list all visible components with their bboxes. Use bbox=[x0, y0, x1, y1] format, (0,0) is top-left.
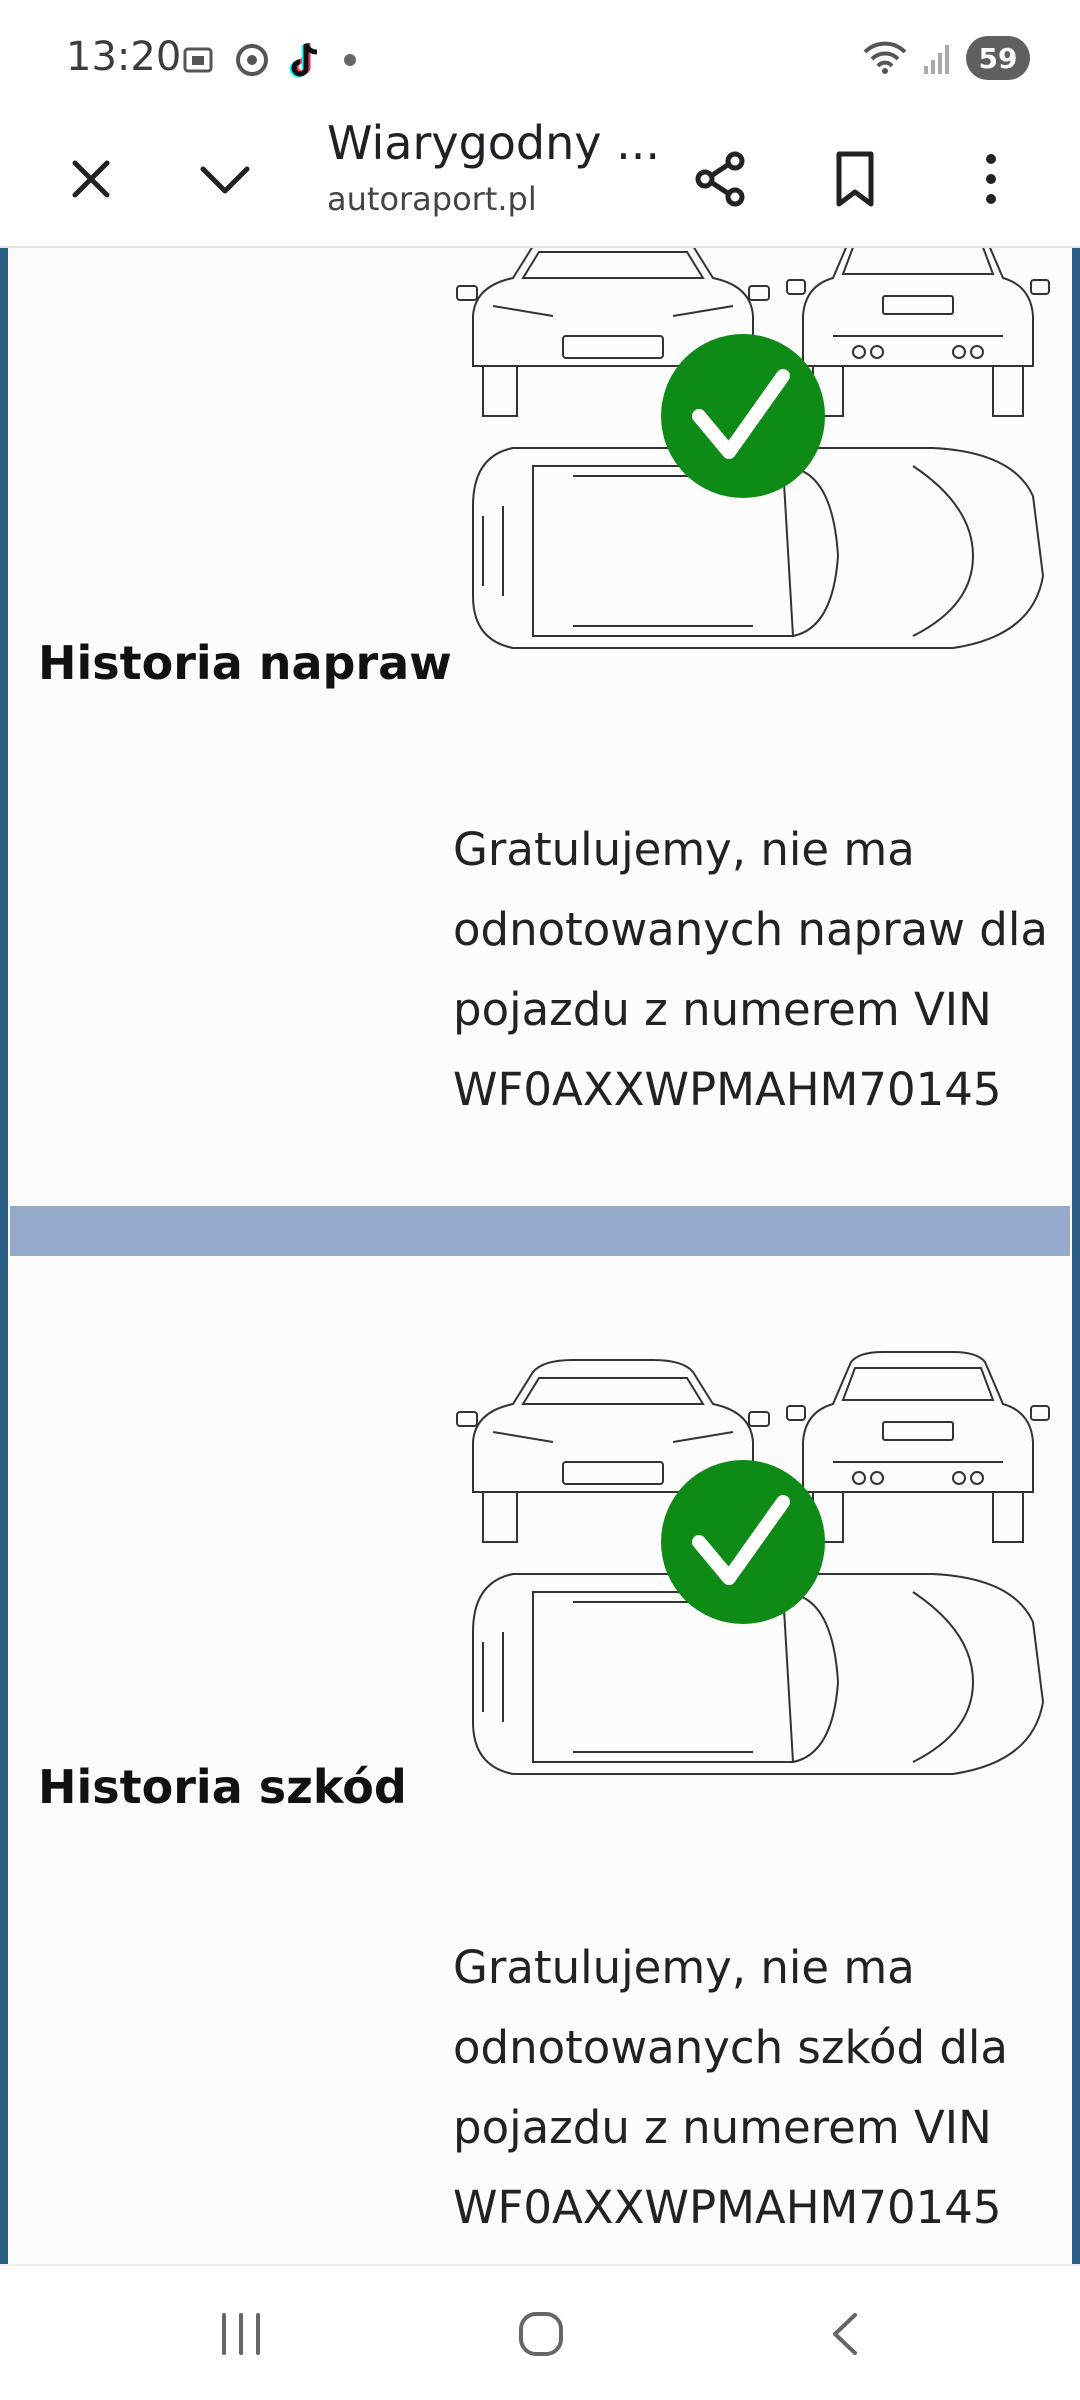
more-vert-icon bbox=[981, 149, 1001, 209]
battery-icon: 59 bbox=[966, 36, 1030, 80]
screenshot-icon bbox=[180, 42, 216, 78]
message-line: WF0AXXWPMAHM70145 bbox=[453, 1063, 1002, 1116]
section-label: Historia napraw bbox=[38, 636, 452, 690]
check-badge bbox=[661, 1460, 825, 1624]
check-badge bbox=[661, 334, 825, 498]
close-button[interactable] bbox=[46, 134, 136, 224]
back-button[interactable] bbox=[800, 2296, 890, 2372]
notification-icons bbox=[180, 40, 358, 80]
car-diagram-image bbox=[453, 1342, 1053, 1842]
message-line: odnotowanych napraw dla bbox=[453, 903, 1048, 956]
wifi-icon bbox=[862, 40, 908, 76]
dot-icon bbox=[342, 52, 358, 68]
home-icon bbox=[516, 2309, 566, 2359]
message-line: pojazdu z numerem VIN bbox=[453, 2101, 992, 2154]
share-button[interactable] bbox=[676, 134, 766, 224]
right-border bbox=[1072, 248, 1080, 2264]
custom-tab-header bbox=[0, 110, 1080, 248]
more-button[interactable] bbox=[946, 134, 1036, 224]
bookmark-icon bbox=[831, 150, 879, 208]
home-button[interactable] bbox=[496, 2296, 586, 2372]
message-line: pojazdu z numerem VIN bbox=[453, 983, 992, 1036]
recent-apps-icon bbox=[216, 2311, 266, 2357]
section-divider bbox=[10, 1206, 1070, 1256]
page-url[interactable]: autoraport.pl bbox=[327, 180, 537, 218]
left-border bbox=[0, 248, 8, 2264]
chrome-icon bbox=[234, 42, 270, 78]
signal-icon bbox=[922, 40, 952, 76]
message-line: WF0AXXWPMAHM70145 bbox=[453, 2181, 1002, 2234]
section-repair-history bbox=[8, 248, 1072, 1208]
system-icons bbox=[862, 36, 1030, 80]
minimize-button[interactable] bbox=[180, 134, 270, 224]
message-line: Gratulujemy, nie ma bbox=[453, 823, 915, 876]
bookmark-button[interactable] bbox=[810, 134, 900, 224]
section-message bbox=[453, 810, 1053, 1130]
tiktok-icon bbox=[288, 40, 324, 80]
share-icon bbox=[691, 149, 751, 209]
message-line: odnotowanych szkód dla bbox=[453, 2021, 1008, 2074]
recent-apps-button[interactable] bbox=[196, 2296, 286, 2372]
page-title[interactable]: Wiarygodny ... bbox=[327, 116, 660, 170]
section-damage-history bbox=[8, 1256, 1072, 2264]
section-message bbox=[453, 1928, 1053, 2248]
car-diagram-image bbox=[453, 248, 1053, 716]
status-time: 13:20 bbox=[66, 34, 182, 80]
back-icon bbox=[825, 2309, 865, 2359]
section-label: Historia szkód bbox=[38, 1760, 407, 1814]
status-bar bbox=[0, 0, 1080, 120]
chevron-down-icon bbox=[197, 159, 253, 199]
close-icon bbox=[67, 155, 115, 203]
message-line: Gratulujemy, nie ma bbox=[453, 1941, 915, 1994]
navigation-bar bbox=[0, 2264, 1080, 2400]
page-content[interactable] bbox=[0, 248, 1080, 2264]
